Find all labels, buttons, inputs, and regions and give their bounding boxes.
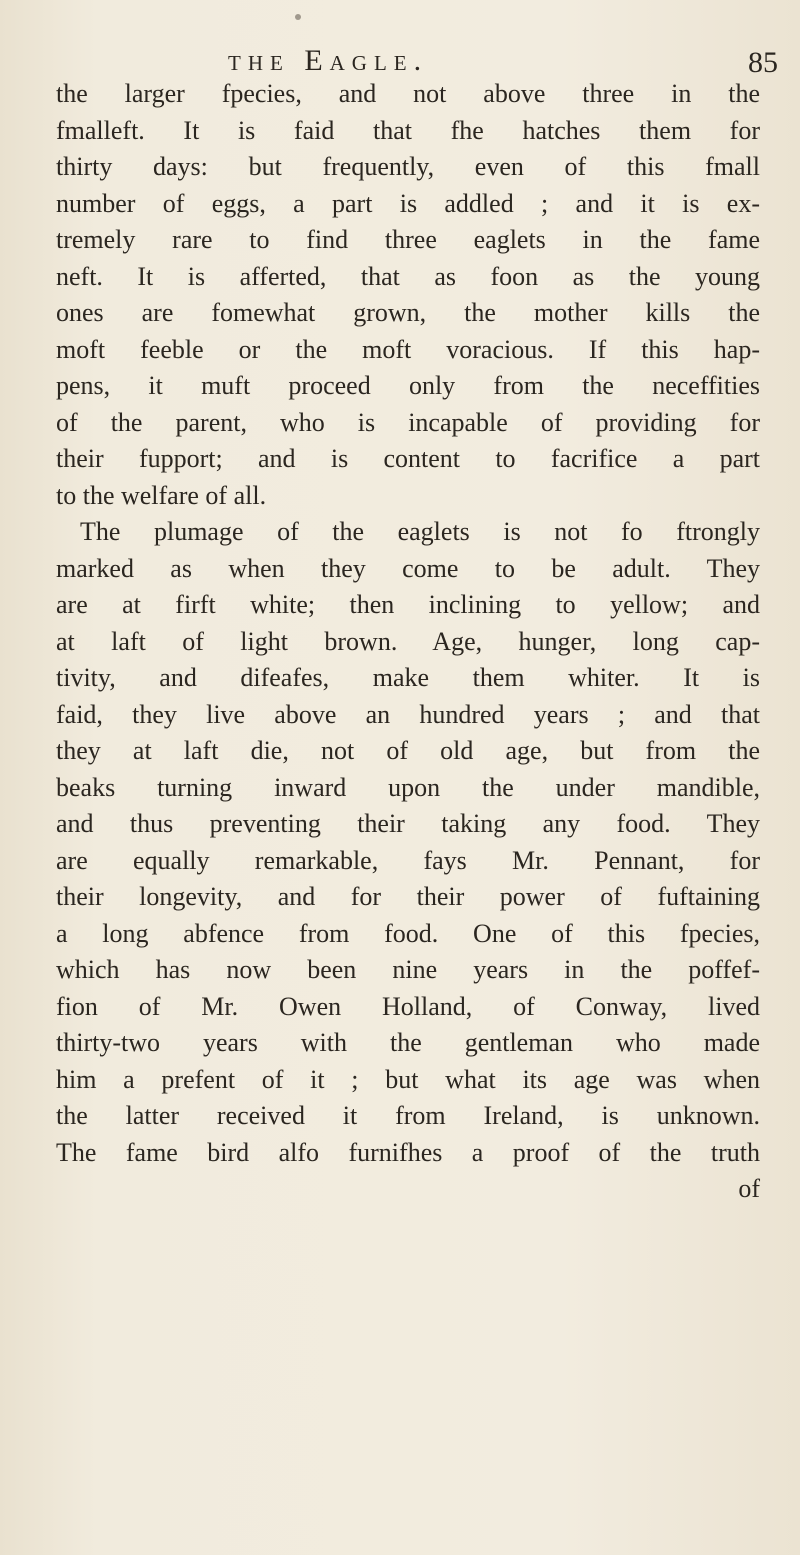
text-line: thirty days: but frequently, even of this fmall (56, 152, 760, 181)
text-line: fmalleft. It is faid that fhe hatches them for (56, 115, 760, 145)
text-line: neft. It is afferted, that as foon as the young (56, 261, 760, 291)
text-line: their longevity, and for their power of fuftaining (56, 882, 760, 911)
text-line: their fupport; and is content to facrifice a part (56, 444, 760, 473)
text-line: they at laft die, not of old age, but from the (56, 736, 760, 765)
text-line: of the parent, who is incapable of providing for (56, 407, 760, 437)
text-line: beaks turning inward upon the under mandible, (56, 772, 760, 802)
text-line: thirty-two years with the gentleman who made (56, 1028, 760, 1057)
text-line: faid, they live above an hundred years ; and that (56, 699, 760, 729)
text-line: him a prefent of it ; but what its age was when (56, 1064, 760, 1094)
text-line: a long abfence from food. One of this fpecies, (56, 918, 760, 948)
ink-speck (295, 14, 301, 20)
text-line: number of eggs, a part is addled ; and it is ex- (56, 188, 760, 218)
text-line: are at firft white; then inclining to yellow; and (56, 590, 760, 619)
text-line: moft feeble or the moft voracious. If this hap- (56, 334, 760, 364)
text-line: tremely rare to find three eaglets in the fame (56, 225, 760, 254)
catchword: of (738, 1174, 760, 1203)
running-title: the Eagle. (228, 44, 429, 77)
text-line: tivity, and difeafes, make them whiter. It is (56, 663, 760, 692)
paragraph-start-line: The plumage of the eaglets is not fo ftrongly (80, 517, 760, 546)
page-number: 85 (748, 46, 778, 79)
text-line: which has now been nine years in the poffef- (56, 955, 760, 984)
text-line: The fame bird alfo furnifhes a proof of the truth (56, 1137, 760, 1167)
text-line: pens, it muft proceed only from the neceffities (56, 371, 760, 400)
text-line: the larger fpecies, and not above three in the (56, 79, 760, 108)
text-line: and thus preventing their taking any food. They (56, 809, 760, 838)
text-line: the latter received it from Ireland, is unknown. (56, 1101, 760, 1130)
text-line: fion of Mr. Owen Holland, of Conway, lived (56, 991, 760, 1021)
text-line: ones are fomewhat grown, the mother kills the (56, 298, 760, 327)
body-text (56, 76, 760, 1208)
text-line: marked as when they come to be adult. They (56, 553, 760, 583)
paragraph-end-line: to the welfare of all. (56, 480, 267, 510)
text-line: are equally remarkable, fays Mr. Pennant, for (56, 845, 760, 875)
text-line: at laft of light brown. Age, hunger, long cap- (56, 626, 760, 656)
